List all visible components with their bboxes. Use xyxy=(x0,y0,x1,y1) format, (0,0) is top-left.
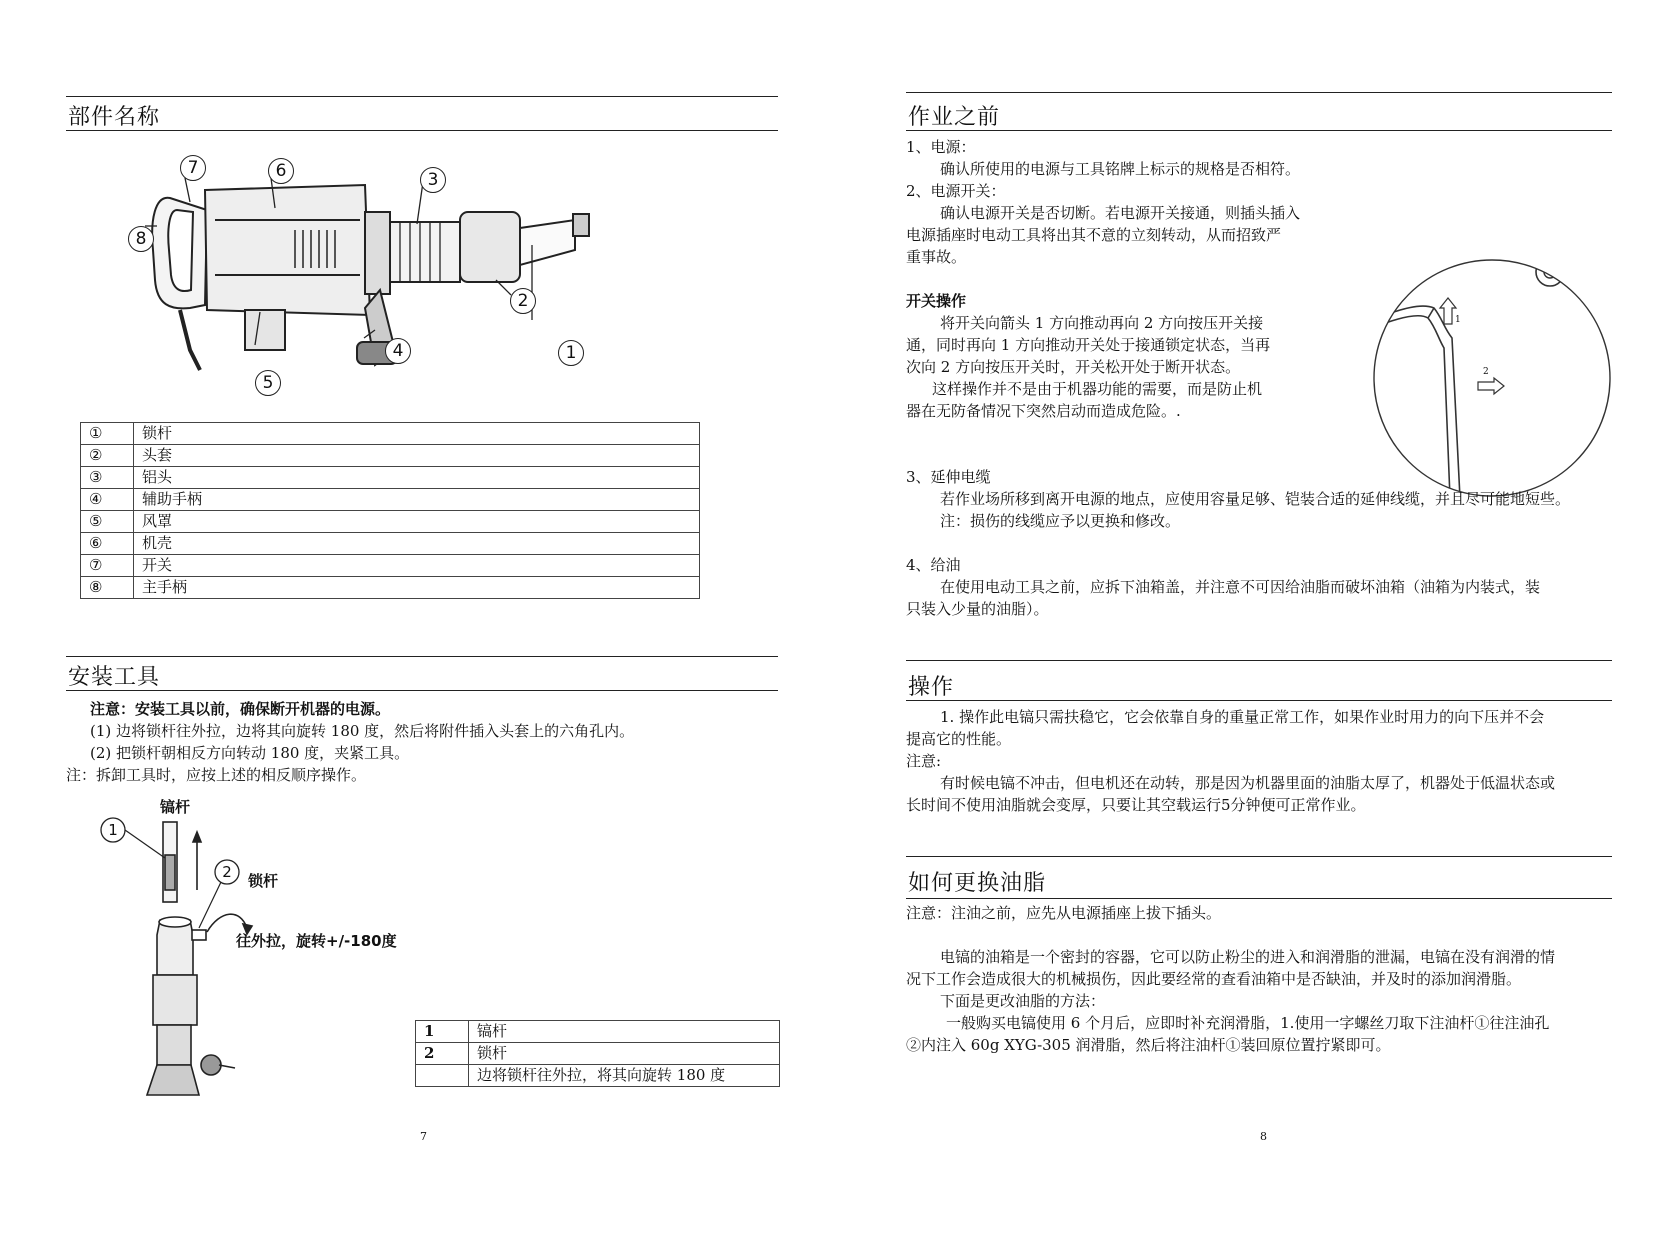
install-callout-1: 1 xyxy=(108,821,118,839)
switch-arrow-1-label: 1 xyxy=(1455,315,1461,325)
part-name: 主手柄 xyxy=(134,577,700,599)
part-name: 头套 xyxy=(134,445,700,467)
item3-head: 3、延伸电缆 xyxy=(906,468,991,486)
demolition-hammer-illustration xyxy=(95,150,615,400)
part-num: ④ xyxy=(81,489,134,511)
switch-arrow-2-label: 2 xyxy=(1483,367,1489,377)
legend-table xyxy=(415,1020,780,1087)
section-rule-bottom xyxy=(906,700,1612,701)
page-number: 7 xyxy=(420,1130,427,1143)
legend-num xyxy=(416,1065,469,1087)
page-number: 8 xyxy=(1260,1130,1267,1143)
install-step-2: (2) 把锁杆朝相反方向转动 180 度，夹紧工具。 xyxy=(90,744,410,762)
item4-head: 4、给油 xyxy=(906,556,961,574)
section-rule-bottom xyxy=(66,690,778,691)
table-row xyxy=(81,555,700,577)
operation-line-2: 提高它的性能。 xyxy=(906,730,1012,748)
section-rule-top xyxy=(66,96,778,97)
item4-line-2: 只装入少量的油脂）。 xyxy=(906,600,1049,618)
callout-5: 5 xyxy=(255,370,281,396)
grease-line-5: 一般购买电镐使用 6 个月后，应即时补充润滑脂，1.使用一字螺丝刀取下注油杆①往注油孔 xyxy=(946,1014,1550,1032)
table-row xyxy=(416,1043,780,1065)
part-num: ⑦ xyxy=(81,555,134,577)
part-name: 锁杆 xyxy=(134,423,700,445)
switch-line-5: 器在无防备情况下突然启动而造成危险。. xyxy=(906,402,1181,420)
label-chisel: 镐杆 xyxy=(160,798,191,816)
part-num: ⑤ xyxy=(81,511,134,533)
callout-4: 4 xyxy=(385,338,411,364)
item3-line-1: 若作业场所移到离开电源的地点，应使用容量足够、铠装合适的延伸线缆，并且尽可能地短些。 xyxy=(940,490,1571,508)
callout-8: 8 xyxy=(128,226,154,252)
legend-text: 边将锁杆往外拉，将其向旋转 180 度 xyxy=(469,1065,780,1087)
callout-2: 2 xyxy=(510,288,536,314)
switch-line-1: 将开关向箭头 1 方向推动再向 2 方向按压开关接 xyxy=(940,314,1264,332)
section-title-before-work: 作业之前 xyxy=(908,105,1001,130)
operation-line-5: 长时间不使用油脂就会变厚，只要让其空载运行5分钟便可正常作业。 xyxy=(906,796,1366,814)
table-row xyxy=(81,511,700,533)
table-row xyxy=(81,533,700,555)
item2-body-2: 电源插座时电动工具将出其不意的立刻转动，从而招致严 xyxy=(906,226,1282,244)
operation-line-1: 1. 操作此电镐只需扶稳它，它会依靠自身的重量正常工作，如果作业时用力的向下压并不会 xyxy=(940,708,1545,726)
label-pull-rotate: 往外拉，旋转+/-180度 xyxy=(236,932,397,950)
grease-line-4: 下面是更改油脂的方法： xyxy=(940,992,1106,1010)
legend-text: 锁杆 xyxy=(469,1043,780,1065)
switch-line-3: 次向 2 方向按压开关时，开关松开处于断开状态。 xyxy=(906,358,1241,376)
part-name: 铝头 xyxy=(134,467,700,489)
table-row xyxy=(81,445,700,467)
label-lock: 锁杆 xyxy=(248,872,279,890)
callout-6: 6 xyxy=(268,158,294,184)
section-rule-top xyxy=(66,656,778,657)
item3-line-2: 注：损伤的线缆应予以更换和修改。 xyxy=(940,512,1181,530)
legend-text: 镐杆 xyxy=(469,1021,780,1043)
part-name: 机壳 xyxy=(134,533,700,555)
grease-line-6: ②内注入 60g XYG-305 润滑脂，然后将注油杆①装回原位置拧紧即可。 xyxy=(906,1036,1391,1054)
table-row xyxy=(416,1065,780,1087)
section-rule-bottom xyxy=(906,130,1612,131)
install-step-1: (1) 边将锁杆往外拉，边将其向旋转 180 度，然后将附件插入头套上的六角孔内。 xyxy=(90,722,635,740)
switch-line-4: 这样操作并不是由于机器功能的需要，而是防止机 xyxy=(932,380,1263,398)
part-num: ③ xyxy=(81,467,134,489)
switch-line-2: 通，同时再向 1 方向推动开关处于接通锁定状态，当再 xyxy=(906,336,1271,354)
install-note: 注意：安装工具以前，确保断开机器的电源。 xyxy=(90,700,391,718)
section-title-operation: 操作 xyxy=(908,675,955,700)
grease-line-3: 况下工作会造成很大的机械损伤，因此要经常的查看油箱中是否缺油，并及时的添加润滑脂。 xyxy=(906,970,1522,988)
item1-body: 确认所使用的电源与工具铭牌上标示的规格是否相符。 xyxy=(940,160,1301,178)
table-row xyxy=(416,1021,780,1043)
table-row xyxy=(81,467,700,489)
part-name: 风罩 xyxy=(134,511,700,533)
section-title-grease: 如何更换油脂 xyxy=(908,871,1047,896)
install-note-2: 注：拆卸工具时，应按上述的相反顺序操作。 xyxy=(66,766,367,784)
part-num: ⑥ xyxy=(81,533,134,555)
grease-line-2: 电镐的油箱是一个密封的容器，它可以防止粉尘的进入和润滑脂的泄漏，电镐在没有润滑的情 xyxy=(940,948,1556,966)
table-row xyxy=(81,577,700,599)
part-name: 开关 xyxy=(134,555,700,577)
section-rule-bottom xyxy=(906,898,1612,899)
switch-detail-illustration xyxy=(1372,258,1612,498)
part-num: ⑧ xyxy=(81,577,134,599)
parts-table xyxy=(80,422,700,599)
item1-head: 1、电源： xyxy=(906,138,976,156)
table-row xyxy=(81,489,700,511)
legend-num: 2 xyxy=(416,1043,469,1065)
part-name: 辅助手柄 xyxy=(134,489,700,511)
section-rule-bottom xyxy=(66,130,778,131)
item2-head: 2、电源开关： xyxy=(906,182,1006,200)
item2-body-3: 重事故。 xyxy=(906,248,967,266)
part-num: ① xyxy=(81,423,134,445)
install-callout-2: 2 xyxy=(222,863,232,881)
legend-num: 1 xyxy=(416,1021,469,1043)
operation-line-4: 有时候电镐不冲击，但电机还在动转，那是因为机器里面的油脂太厚了，机器处于低温状态或 xyxy=(940,774,1556,792)
part-num: ② xyxy=(81,445,134,467)
operation-line-3: 注意: xyxy=(906,752,942,770)
switch-head: 开关操作 xyxy=(906,292,967,310)
table-row xyxy=(81,423,700,445)
callout-1: 1 xyxy=(558,340,584,366)
grease-line-1: 注意：注油之前，应先从电源插座上拔下插头。 xyxy=(906,904,1222,922)
item2-body-1: 确认电源开关是否切断。若电源开关接通，则插头插入 xyxy=(940,204,1301,222)
item4-line-1: 在使用电动工具之前，应拆下油箱盖，并注意不可因给油脂而破坏油箱（油箱为内装式，装 xyxy=(940,578,1541,596)
section-title-parts: 部件名称 xyxy=(68,105,161,130)
callout-7: 7 xyxy=(180,155,206,181)
section-rule-top xyxy=(906,660,1612,661)
section-rule-top xyxy=(906,92,1612,93)
callout-3: 3 xyxy=(420,167,446,193)
section-rule-top xyxy=(906,856,1612,857)
section-title-install: 安装工具 xyxy=(68,665,161,690)
